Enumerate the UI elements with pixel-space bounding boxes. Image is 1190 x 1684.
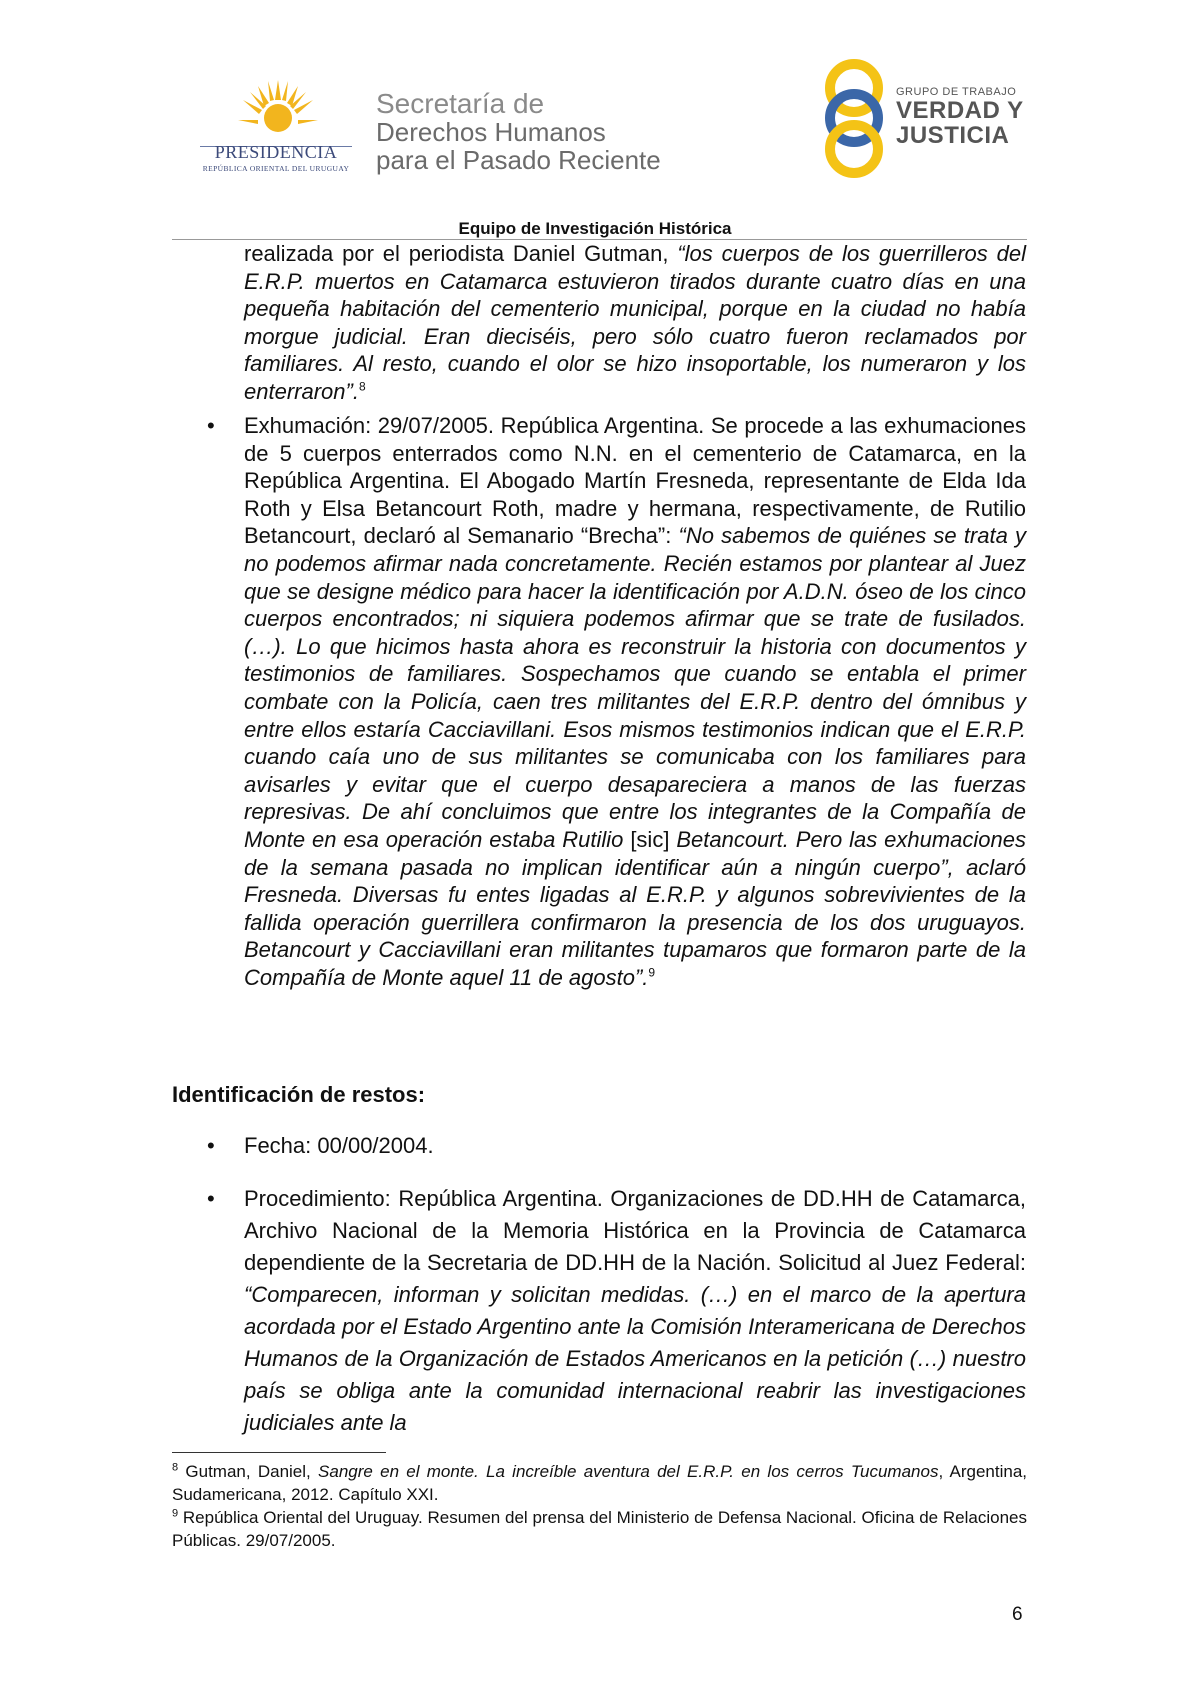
exhumacion-quote-1: “No sabemos de quiénes se trata y no podemos afirmar nada concretamente. Recién estamos por plantear al Juez que se designe médico para hacer la identificación por A.D.N. óseo de los cinco cuerpos encontrados; ni siquiera podemos afirmar que se trate de fusilados. (…). Lo que hicimos hasta ahora es reconstruir la historia con documentos y testimonios de familiares. Sospechamos que cuando se entabla el primer combate con la Policía, caen tres militantes del E.R.P. dentro del ómnibus y entre ellos estaría Cacciavillani. Esos mismos testimonios indican que el E.R.P. cuando caía uno de sus militantes se comunicaba con los familiares para avisarles y evitar que el cuerpo desapareciera a manos de las fuerzas represivas. De ahí concluimos que entre los integrantes de la Compañía de Monte en esa operación estaba Rutilio (244, 523, 1027, 852)
footnote-number: 8 (172, 1461, 179, 1474)
presidencia-name: PRESIDENCIA (214, 142, 338, 162)
exhumacion-sic: [sic] (630, 826, 677, 852)
sun-icon (238, 78, 318, 144)
secretaria-title (376, 90, 661, 174)
list-item-exhumacion (207, 412, 1027, 991)
footnote-number: 9 (172, 1507, 179, 1520)
team-title: Equipo de Investigación Histórica (458, 219, 732, 238)
bullet-icon: • (207, 413, 215, 438)
footnote-8 (172, 1460, 1027, 1506)
procedimiento-quote: “Comparecen, informan y solicitan medidas. (…) en el marco de la apertura acordada por el Estado Argentino ante la Comisión Interamericana de Derechos Humanos de la Organización de Estados Americanos en la petición (…) nuestro país se obliga ante la comunidad internacional reabrir las investigaciones judiciales ante la (244, 1282, 1026, 1435)
presidencia-subtitle: REPÚBLICA ORIENTAL DEL URUGUAY (202, 164, 350, 173)
fecha-text: Fecha: 00/00/2004. (244, 1133, 434, 1158)
exhumacion-text-1: Exhumación: 29/07/2005. República Argentina. Se procede a las exhumaciones de 5 cuerpos enterrados como N.N. en el cementerio de Catamarca, en la República Argentina. El Abogado Martín Fresneda, representante de Elda Ida Roth y Elsa Betancourt Roth, madre y hermana, respectivamente, de Rutilio Betancourt, declaró al Semanario “Brecha”: (244, 413, 1026, 549)
verdad-justicia-logo (820, 56, 1030, 181)
footnote-ref-8: 8 (358, 379, 366, 394)
secretaria-line-2: Derechos Humanos (376, 117, 606, 147)
cont-plain: realizada por el periodista Daniel Gutman, (244, 241, 678, 266)
gtvj-line-3: JUSTICIA (896, 122, 1010, 149)
footnote-rule (172, 1452, 386, 1453)
footnote-9 (172, 1506, 1027, 1552)
gtvj-line-1: GRUPO DE TRABAJO (896, 86, 1017, 98)
verdad-justicia-text (896, 86, 1024, 148)
secretaria-line-1: Secretaría de (376, 88, 545, 119)
footnote-title: Sangre en el monte. La increíble aventura del E.R.P. en los cerros Tucumanos (318, 1462, 939, 1481)
section-heading: Identificación de restos: (172, 1082, 426, 1107)
gtvj-line-2: VERDAD Y (896, 97, 1024, 124)
exhumacion-quote-2: Betancourt. Pero las exhumaciones de la semana pasada no implican identificar aún a ningún cuerpo”, aclaró Fresneda. Diversas fu entes ligadas al E.R.P. y algunos sobrevivientes de la fallida operación guerrillera confirmaron la presencia de los dos uruguayos. Betancourt y Cacciavillani eran militantes tupamaros que formaron parte de la Compañía de Monte aquel 11 de agosto”. (244, 826, 1026, 990)
presidencia-logo (196, 78, 356, 178)
footnote-ref-9: 9 (648, 965, 656, 980)
bullet-icon: • (207, 1133, 215, 1158)
interlocked-rings-icon (820, 56, 888, 181)
page-header (0, 0, 1190, 240)
bullet-icon: • (207, 1186, 215, 1211)
list-item-procedimiento (207, 1183, 1026, 1439)
secretaria-line-3: para el Pasado Reciente (376, 145, 661, 175)
footnote-text-end: , Argentina, Sudamericana, 2012. Capítulo XXI. (172, 1462, 1028, 1504)
footnote-text: República Oriental del Uruguay. Resumen del prensa del Ministerio de Defensa Nacional. Oficina de Relaciones Públicas. 29/07/2005. (172, 1508, 1027, 1550)
procedimiento-text: Procedimiento: República Argentina. Organizaciones de DD.HH de Catamarca, Archivo Nacional de la Memoria Histórica en la Provincia de Catamarca dependiente de la Secretaria de DD.HH de la Nación. Solicitud al Juez Federal: (244, 1186, 1026, 1275)
list-item-fecha (207, 1132, 1026, 1160)
page-number: 6 (1012, 1604, 1023, 1625)
footnote-text: Gutman, Daniel, (178, 1462, 319, 1481)
cont-quote: “los cuerpos de los guerrilleros del E.R.P. muertos en Catamarca estuvieron tirados durante cuatro días en una pequeña habitación del cementerio municipal, porque en la ciudad no había morgue judicial. Eran dieciséis, pero sólo cuatro fueron reclamados por familiares. Al resto, cuando el olor se hizo insoportable, los numeraron y los enterraron”. (244, 241, 1026, 404)
continuation-paragraph (244, 240, 1026, 406)
